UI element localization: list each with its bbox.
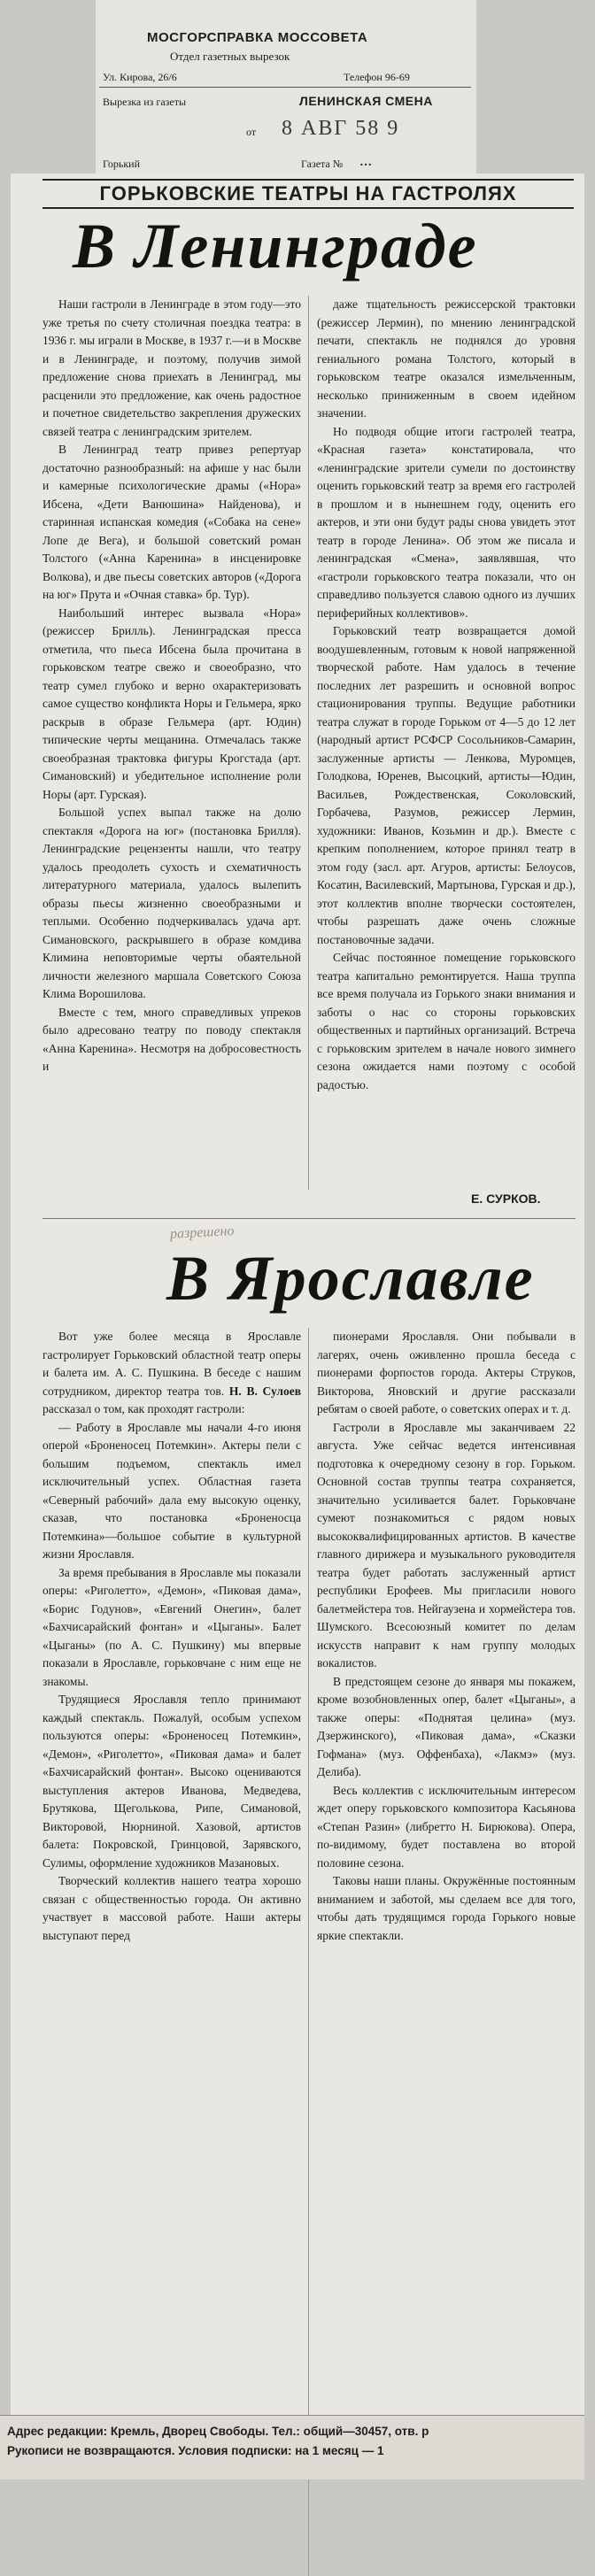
paragraph: Гастроли в Ярославле мы заканчиваем 22 августа. Уже сейчас ведется интенсивная подготовка к очередному сезону в гор. Горьком. Основной состав труппы театра сохраняется, значительно усиливается балет. Горьковчане сумеют познакомиться с рядом новых высококвалифицированных артистов. В качестве главного дирижера и музыкального руководителя театра будет работать заслуженный артист республики Ерофеев. Мы пригласили нового балетмейстера тов. Нейгаузена и хормейстера тов. Шумского. Всесоюзный комитет по делам искусств направит к нам группу молодых вокалистов. <box>317 1420 576 1670</box>
paragraph: Большой успех выпал также на долю спектакля «Дорога на юг» (постановка Брилля). Ленинградские рецензенты нашли, что театру удалось преодолеть сухость и схематичность литературного материала, удалось вылепить образы пьесы жизненно своеобразными и теплыми. Особенно подчеркивалась удача арт. Симановского, раскрывшего в образе комдива Климина неповторимые черты обаятельной личности железного маршала Советского Союза Клима Ворошилова. <box>42 806 301 1000</box>
section1-title: В Ленинграде <box>73 211 478 282</box>
date-stamp: 8 АВГ 58 9 <box>282 117 400 140</box>
paragraph: Вместе с тем, много справедливых упреков было адресовано театру по поводу спектакля «Анна Каренина». Несмотря на добросовестность и <box>42 1005 301 1073</box>
slip-phone: Телефон 96-69 <box>344 71 410 83</box>
slip-org: МОСГОРСПРАВКА МОССОВЕТА <box>147 30 368 45</box>
headline: ГОРЬКОВСКИЕ ТЕАТРЫ НА ГАСТРОЛЯХ <box>99 182 517 204</box>
footer-line-2: Рукописи не возвращаются. Условия подписки: на 1 месяц — 1 <box>7 2444 384 2457</box>
paragraph: Вот уже более месяца в Ярославле гастролирует Горьковский областной театр оперы и балета им. А. С. Пушкина. В беседе с нашим сотрудником, директор театра тов. Н. В. Сулоев рассказал о том, как проходят гастроли: <box>42 1330 301 1415</box>
slip-clipping-from: Вырезка из газеты <box>103 96 187 108</box>
column-rule <box>308 296 309 1190</box>
section2-col-right <box>317 1328 576 1945</box>
paragraph: За время пребывания в Ярославле мы показали оперы: «Риголетто», «Демон», «Пиковая дама», «Борис Годунов», «Евгений Онегин», балет «Бахчисарайский фонтан» и «Цыганы». Балет «Цыганы» (по А. С. Пушкину) мы впервые показали в Ярославле, горьковчане с ним еще не знакомы. <box>42 1565 301 1688</box>
column-rule <box>308 1328 309 2576</box>
slip-rule <box>99 87 471 88</box>
paragraph: Таковы наши планы. Окружённые постоянным вниманием и заботой, мы сделаем все для того, чтобы дать трудящимся города Горького новые яркие спектакли. <box>317 1874 576 1942</box>
paragraph: даже тщательность режиссерской трактовки (режиссер Лермин), по мнению ленинградской печати, спектакль не поднялся до уровня гениального романа Толстого, который в горьковском театре оказался измельченным, несколько приниженным в своем идейном значении. <box>317 297 576 420</box>
footer-line-1: Адрес редакции: Кремль, Дворец Свободы. Тел.: общий—30457, отв. р <box>7 2425 429 2438</box>
paragraph: Наибольший интерес вызвала «Нора» (режиссер Брилль). Ленинградская пресса отметила, что пьеса Ибсена была прочитана в горьковском театре свежо и своеобразно, что театр сумел глубоко и верно охарактеризовать самое существо конфликта Норы и Гельмера, ярко раскрыв в образе Гельмера (арт. Юдин) типические черты мещанина. Отмечалась также своеобразная трактовка фигуры Крогстада (арт. Симановский) и убедительное исполнение роли Норы (арт. Гурская). <box>42 605 301 801</box>
signature: Е. СУРКОВ. <box>471 1192 541 1206</box>
slip-address: Ул. Кирова, 26/6 <box>103 71 177 83</box>
paragraph: Творческий коллектив нашего театра хорошо связан с общественностью города. Он активно участвует в массовой работе. Наши актеры выступают перед <box>42 1874 301 1942</box>
slip-from-label: от <box>246 126 257 138</box>
section1-col-right <box>317 296 576 1094</box>
section1-col-left <box>42 296 301 1076</box>
slip-city: Горький <box>103 158 141 170</box>
clipping-slip <box>96 0 476 181</box>
paragraph: Горьковский театр возвращается домой воодушевленным, готовым к новой напряженной творческой работе. Нам удалось в течение последних лет разрешить и основной вопрос стационирования труппы. Ведущие работники театра служат в городе Горьком от 4—5 до 12 лет (народный артист РСФСР Сосольников-Самарин, заслуженные артисты — Ленкова, Муромцев, Голодкова, Юренев, Высоцкий, артисты—Юдин, Васильев, Рождественская, Соколовский, Горбачева, Разумов, режиссер Лермин, художники: Иванов, Козьмин и др.). Вместе с крепким пополнением, которое принял театр в этом году (засл. арт. Агуров, артисты: Белоусов, Косатин, Василевский, Мартынова, Гурская и др.), этот коллектив вполне творчески состоятелен, чтобы разрешать даже очень сложные постановочные задачи. <box>317 624 576 946</box>
section-divider <box>42 1218 576 1219</box>
pencil-note: разрешено <box>169 1223 235 1242</box>
paragraph: Трудящиеся Ярославля тепло принимают каждый спектакль. Пожалуй, особым успехом пользуются оперы: «Броненосец Потемкин», «Демон», «Риголетто», «Пиковая дама» и балет «Бахчисарайский фонтан». Высоко оцениваются выступления актеров Иванова, Медведева, Брутякова, Щеголькова, Рипе, Симановой, Викторовой, Нюрниной. Хазовой, артистов балета: Покровской, Гринцовой, Зарявского, Сулимы, оформление художников Мазановых. <box>42 1693 301 1870</box>
section2-title: В Ярославле <box>166 1243 535 1314</box>
paragraph: Весь коллектив с исключительным интересом ждет оперу горьковского композитора Касьянова «Степан Разин» (либретто Н. Бирюкова). Опера, по-видимому, будет поставлена во второй половине сезона. <box>317 1783 576 1870</box>
paragraph: — Работу в Ярославле мы начали 4-го июня оперой «Броненосец Потемкин». Актеры пели с большим подъемом, спектакль имел исключительный успех. Областная газета «Северный рабочий» дала ему высокую оценку, сказав, что постановка «Броненосца Потемкина»—большое событие в культурной жизни Ярославля. <box>42 1420 301 1561</box>
paragraph: В предстоящем сезоне до января мы покажем, кроме возобновленных опер, балет «Цыганы», а также оперы: «Поднятая целина» (муз. Дзержинского), «Пиковая дама», «Сказки Гофмана» (муз. Оффенбаха), «Лакмэ» (муз. Делиба). <box>317 1674 576 1778</box>
paragraph: Сейчас постоянное помещение горьковского театра капитально ремонтируется. Наша труппа все время получала из Горького знаки внимания и заботы о нас со стороны горьковских общественных и партийных организаций. Встреча с горьковским зрителем в начале нового зимнего сезона ожидается нами поэтому с особой радостью. <box>317 951 576 1091</box>
paragraph: Но подводя общие итоги гастролей театра, «Красная газета» констатировала, что «ленинградские зрители сумели по достоинству оценить горьковский театр за время его гастролей в прошлом и в нынешнем году, оценить его актеров, и эти они будут рады снова увидеть этот театр в городе Ленина». Об этом же писала и ленинградская «Смена», заявлявшая, что «гастроли горьковского театра показали, что он справедливо пользуется славою одного из лучших периферийных коллективов». <box>317 424 576 620</box>
newspaper-clipping <box>11 174 584 2464</box>
section2-col-left <box>42 1328 301 1945</box>
slip-newspaper: ЛЕНИНСКАЯ СМЕНА <box>299 94 433 108</box>
slip-gazette-number: … <box>359 156 372 169</box>
slip-dept: Отдел газетных вырезок <box>170 50 290 63</box>
headline-bar <box>42 179 574 209</box>
paragraph: Наши гастроли в Ленинграде в этом году—это уже третья по счету столичная поездка театра: в 1936 г. мы играли в Москве, в 1937 г.—и в Москве и в Ленинграде, и поэтому, получив зимой предложение снова приехать в Ленинград, мы расценили это предложение, как очень радостное и почетное свидетельство закрепления дружеских связей театра с ленинградским зрителем. <box>42 297 301 438</box>
paragraph: В Ленинград театр привез репертуар достаточно разнообразный: на афише у нас были и камерные психологические драмы («Нора» Ибсена, «Дети Ванюшина» Найденова), и старинная испанская комедия («Собака на сене» Лопе де Вега), и большой советский роман Толстого («Анна Каренина» в инсценировке Волкова), и две пьесы советских авторов («Дорога на юг» Прута и «Очная ставка» бр. Тур). <box>42 443 301 601</box>
slip-gazette-label: Газета № <box>301 158 344 170</box>
footer <box>0 2415 584 2480</box>
paragraph: пионерами Ярославля. Они побывали в лагерях, очень оживленно прошла беседа с пионерами форпостов города. Актеры Струков, Викторова, Яновский и другие рассказали ребятам о своей работе, о советских операх и т. д. <box>317 1330 576 1415</box>
